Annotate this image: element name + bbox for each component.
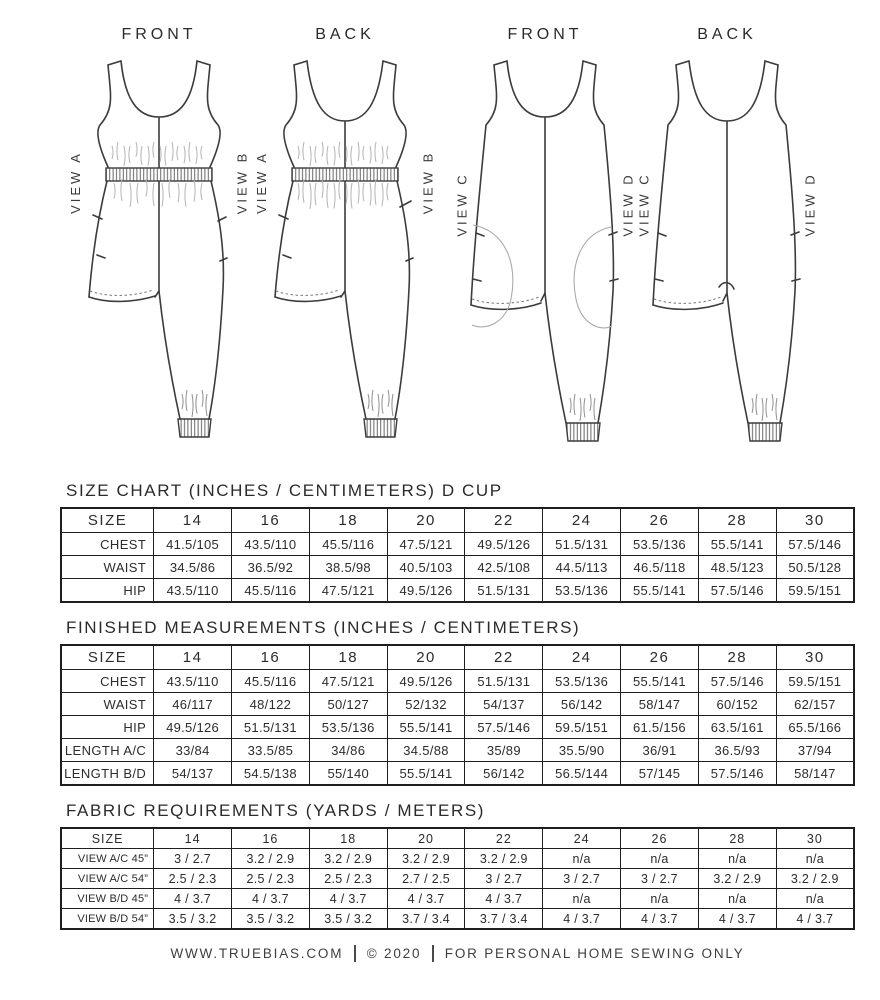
row-label: VIEW B/D 45” [61,889,154,909]
measurement-cell: 62/157 [776,693,854,716]
size-column-header: 14 [154,828,232,849]
figure-front-cd [454,26,636,465]
figure-back-ab [253,26,436,465]
measurement-cell: 46.5/118 [621,556,699,579]
measurement-cell: 3.2 / 2.9 [309,849,387,869]
row-label: LENGTH A/C [61,739,154,762]
measurement-cell: 54.5/138 [232,762,310,786]
size-column-header: 24 [543,828,621,849]
measurement-cell: n/a [621,889,699,909]
measurement-cell: 40.5/103 [387,556,465,579]
measurement-cell: 4 / 3.7 [309,889,387,909]
measurement-cell: 48.5/123 [698,556,776,579]
fabric_requirements-grid [60,827,855,930]
measurement-cell: 55.5/141 [621,670,699,693]
measurement-cell: n/a [543,849,621,869]
measurement-cell: 47.5/121 [309,579,387,603]
size-chart-section [60,481,855,603]
pocket-lines [472,225,612,328]
gather-lines [112,142,202,166]
figure-canvas [454,47,636,465]
measurement-cell: 59.5/151 [776,670,854,693]
measurement-cell: 46/117 [154,693,232,716]
measurement-cell: 49.5/126 [154,716,232,739]
jumpsuit-front-ab-drawing [74,47,244,465]
view-d-label: VIEW D [620,172,636,237]
gather-lines [570,394,595,421]
measurement-cell: 47.5/121 [309,670,387,693]
measurement-cell: 3 / 2.7 [465,869,543,889]
view-b-label: VIEW B [234,150,250,215]
measurement-cell: 58/147 [621,693,699,716]
gather-lines [298,142,388,166]
measurement-cell: 3.7 / 3.4 [387,909,465,930]
fabric-requirements-section [60,801,855,930]
gather-lines [114,179,202,207]
row-label: VIEW A/C 45” [61,849,154,869]
measurement-cell: 59.5/151 [776,579,854,603]
measurement-cell: 3.2 / 2.9 [776,869,854,889]
figure-back-cd [636,26,818,465]
figure-front-ab [67,26,250,465]
measurement-cell: 51.5/131 [543,533,621,556]
measurement-cell: 2.7 / 2.5 [387,869,465,889]
row-label: HIP [61,716,154,739]
measurement-cell: n/a [543,889,621,909]
size-column-header: 22 [465,645,543,670]
row-label: WAIST [61,556,154,579]
measurement-cell: 49.5/126 [387,670,465,693]
measurement-cell: 3 / 2.7 [154,849,232,869]
measurement-cell: 4 / 3.7 [776,909,854,930]
view-a-label: VIEW A [67,151,83,214]
measurement-cell: 36/91 [621,739,699,762]
elastic-cuff [364,419,397,437]
figure-title: FRONT [507,26,583,43]
measurement-cell: 54/137 [465,693,543,716]
measurement-cell: 45.5/116 [309,533,387,556]
measurement-cell: 34.5/88 [387,739,465,762]
measurement-cell: 59.5/151 [543,716,621,739]
measurement-cell: 57.5/146 [465,716,543,739]
row-label: WAIST [61,693,154,716]
size-column-header: 28 [698,645,776,670]
size-column-header: 20 [387,645,465,670]
size-label-header: SIZE [61,828,154,849]
measurement-cell: 53.5/136 [543,579,621,603]
measurement-cell: 44.5/113 [543,556,621,579]
size-chart-title: SIZE CHART (INCHES / CENTIMETERS) D CUP [66,481,503,500]
measurement-cell: 4 / 3.7 [543,909,621,930]
elastic-cuff [748,423,782,441]
size-column-header: 14 [154,645,232,670]
measurement-cell: 65.5/166 [776,716,854,739]
size-column-header: 30 [776,508,854,533]
size-column-header: 18 [309,645,387,670]
measurement-cell: 55.5/141 [387,716,465,739]
gather-lines [752,394,777,421]
measurement-cell: 4 / 3.7 [154,889,232,909]
measurement-cell: 55.5/141 [387,762,465,786]
measurement-cell: 45.5/116 [232,670,310,693]
measurement-cell: 4 / 3.7 [698,909,776,930]
measurement-cell: 56/142 [465,762,543,786]
view-d-label: VIEW D [802,172,818,237]
measurement-cell: 4 / 3.7 [621,909,699,930]
figure-canvas [636,47,818,465]
size-column-header: 24 [543,508,621,533]
row-label: CHEST [61,533,154,556]
size-column-header: 22 [465,828,543,849]
hem-stitch-line [472,297,539,303]
measurement-cell: 34/86 [309,739,387,762]
measurement-cell: 4 / 3.7 [232,889,310,909]
size-column-header: 26 [621,828,699,849]
measurement-cell: 56/142 [543,693,621,716]
measurement-cell: 33/84 [154,739,232,762]
measurement-cell: 45.5/116 [232,579,310,603]
measurement-cell: 56.5/144 [543,762,621,786]
measurement-cell: 2.5 / 2.3 [232,869,310,889]
measurement-cell: 2.5 / 2.3 [309,869,387,889]
view-a-label: VIEW A [253,151,269,214]
measurement-cell: 50.5/128 [776,556,854,579]
measurement-cell: 58/147 [776,762,854,786]
row-label: HIP [61,579,154,603]
size-chart-table [60,507,855,603]
measurement-cell: 43.5/110 [232,533,310,556]
elastic-waistband [292,168,398,181]
row-label: VIEW A/C 54” [61,869,154,889]
fabric-requirements-title: FABRIC REQUIREMENTS (YARDS / METERS) [66,801,486,820]
measurement-cell: 63.5/161 [698,716,776,739]
size-column-header: 26 [621,645,699,670]
fabric-requirements-table [60,827,855,930]
figure-title: BACK [315,26,375,43]
row-label: LENGTH B/D [61,762,154,786]
size-column-header: 22 [465,508,543,533]
measurement-cell: 53.5/136 [543,670,621,693]
measurement-cell: 50/127 [309,693,387,716]
size-column-header: 18 [309,508,387,533]
size-label-header: SIZE [61,645,154,670]
measurement-cell: 3.2 / 2.9 [232,849,310,869]
hem-stitch-line [90,290,153,295]
size-column-header: 30 [776,645,854,670]
footer-divider [354,945,356,962]
measurement-cell: n/a [698,849,776,869]
hem-stitch-line [276,290,339,295]
measurement-cell: 55.5/141 [621,579,699,603]
measurement-cell: 35/89 [465,739,543,762]
footer-license: FOR PERSONAL HOME SEWING ONLY [444,946,745,961]
finished-measurements-section [60,618,855,786]
measurement-cell: 57.5/146 [698,670,776,693]
size-column-header: 16 [232,645,310,670]
measurement-cell: 3 / 2.7 [543,869,621,889]
view-b-label: VIEW B [420,150,436,215]
gather-lines [182,390,207,417]
figure-title: FRONT [121,26,197,43]
size-column-header: 14 [154,508,232,533]
measurement-cell: 3.2 / 2.9 [698,869,776,889]
measurement-cell: n/a [621,849,699,869]
technical-drawings-row [0,0,880,466]
measurement-cell: 61.5/156 [621,716,699,739]
view-c-label: VIEW C [636,172,652,237]
measurement-cell: 3.7 / 3.4 [465,909,543,930]
measurement-cell: 60/152 [698,693,776,716]
measurement-cell: 57.5/146 [698,762,776,786]
measurement-cell: 53.5/136 [621,533,699,556]
measurement-cell: 43.5/110 [154,670,232,693]
finished_measurements-grid [60,644,855,786]
measurement-cell: 51.5/131 [465,579,543,603]
measurement-cell: 3.2 / 2.9 [465,849,543,869]
size-label-header: SIZE [61,508,154,533]
size-column-header: 28 [698,828,776,849]
view-c-label: VIEW C [454,172,470,237]
measurement-cell: 34.5/86 [154,556,232,579]
measurement-cell: 51.5/131 [465,670,543,693]
measurement-cell: 3.2 / 2.9 [387,849,465,869]
elastic-cuff [178,419,211,437]
measurement-cell: 55/140 [309,762,387,786]
footer-divider [432,945,434,962]
measurement-cell: 47.5/121 [387,533,465,556]
tables-section [60,481,855,962]
size-column-header: 26 [621,508,699,533]
measurement-cell: 54/137 [154,762,232,786]
size_chart-grid [60,507,855,603]
measurement-cell: 3 / 2.7 [621,869,699,889]
size-column-header: 24 [543,645,621,670]
figure-canvas [253,47,436,465]
size-column-header: 16 [232,508,310,533]
measurement-cell: 51.5/131 [232,716,310,739]
measurement-cell: 49.5/126 [465,533,543,556]
size-column-header: 16 [232,828,310,849]
measurement-cell: 2.5 / 2.3 [154,869,232,889]
footer [60,945,855,962]
row-label: VIEW B/D 54” [61,909,154,930]
measurement-cell: n/a [776,849,854,869]
footer-website: WWW.TRUEBIAS.COM [170,946,344,961]
measurement-cell: 3.5 / 3.2 [154,909,232,930]
measurement-cell: 36.5/92 [232,556,310,579]
measurement-cell: 36.5/93 [698,739,776,762]
size-column-header: 30 [776,828,854,849]
measurement-cell: 42.5/108 [465,556,543,579]
elastic-cuff [566,423,600,441]
gather-lines [298,179,388,209]
row-label: CHEST [61,670,154,693]
measurement-cell: 35.5/90 [543,739,621,762]
size-column-header: 28 [698,508,776,533]
jumpsuit-back-ab-drawing [260,47,430,465]
measurement-cell: 55.5/141 [698,533,776,556]
size-column-header: 20 [387,828,465,849]
figure-canvas [67,47,250,465]
measurement-cell: 43.5/110 [154,579,232,603]
footer-copyright: © 2020 [366,946,422,961]
size-column-header: 20 [387,508,465,533]
measurement-cell: 37/94 [776,739,854,762]
size-column-header: 18 [309,828,387,849]
measurement-cell: 41.5/105 [154,533,232,556]
jumpsuit-back-cd-drawing [642,47,812,465]
jumpsuit-front-cd-drawing [460,47,630,465]
gather-lines [368,390,393,417]
measurement-cell: n/a [776,889,854,909]
measurement-cell: 57.5/146 [776,533,854,556]
measurement-cell: 38.5/98 [309,556,387,579]
measurement-cell: 57.5/146 [698,579,776,603]
measurement-cell: 49.5/126 [387,579,465,603]
measurement-cell: 48/122 [232,693,310,716]
measurement-cell: 52/132 [387,693,465,716]
measurement-cell: 3.5 / 3.2 [232,909,310,930]
measurement-cell: n/a [698,889,776,909]
finished-measurements-table [60,644,855,786]
figure-title: BACK [697,26,757,43]
finished-measurements-title: FINISHED MEASUREMENTS (INCHES / CENTIMETERS) [66,618,581,637]
measurement-cell: 33.5/85 [232,739,310,762]
measurement-cell: 57/145 [621,762,699,786]
hem-stitch-line [654,297,721,303]
measurement-cell: 3.5 / 3.2 [309,909,387,930]
measurement-cell: 4 / 3.7 [387,889,465,909]
measurement-cell: 53.5/136 [309,716,387,739]
measurement-cell: 4 / 3.7 [465,889,543,909]
